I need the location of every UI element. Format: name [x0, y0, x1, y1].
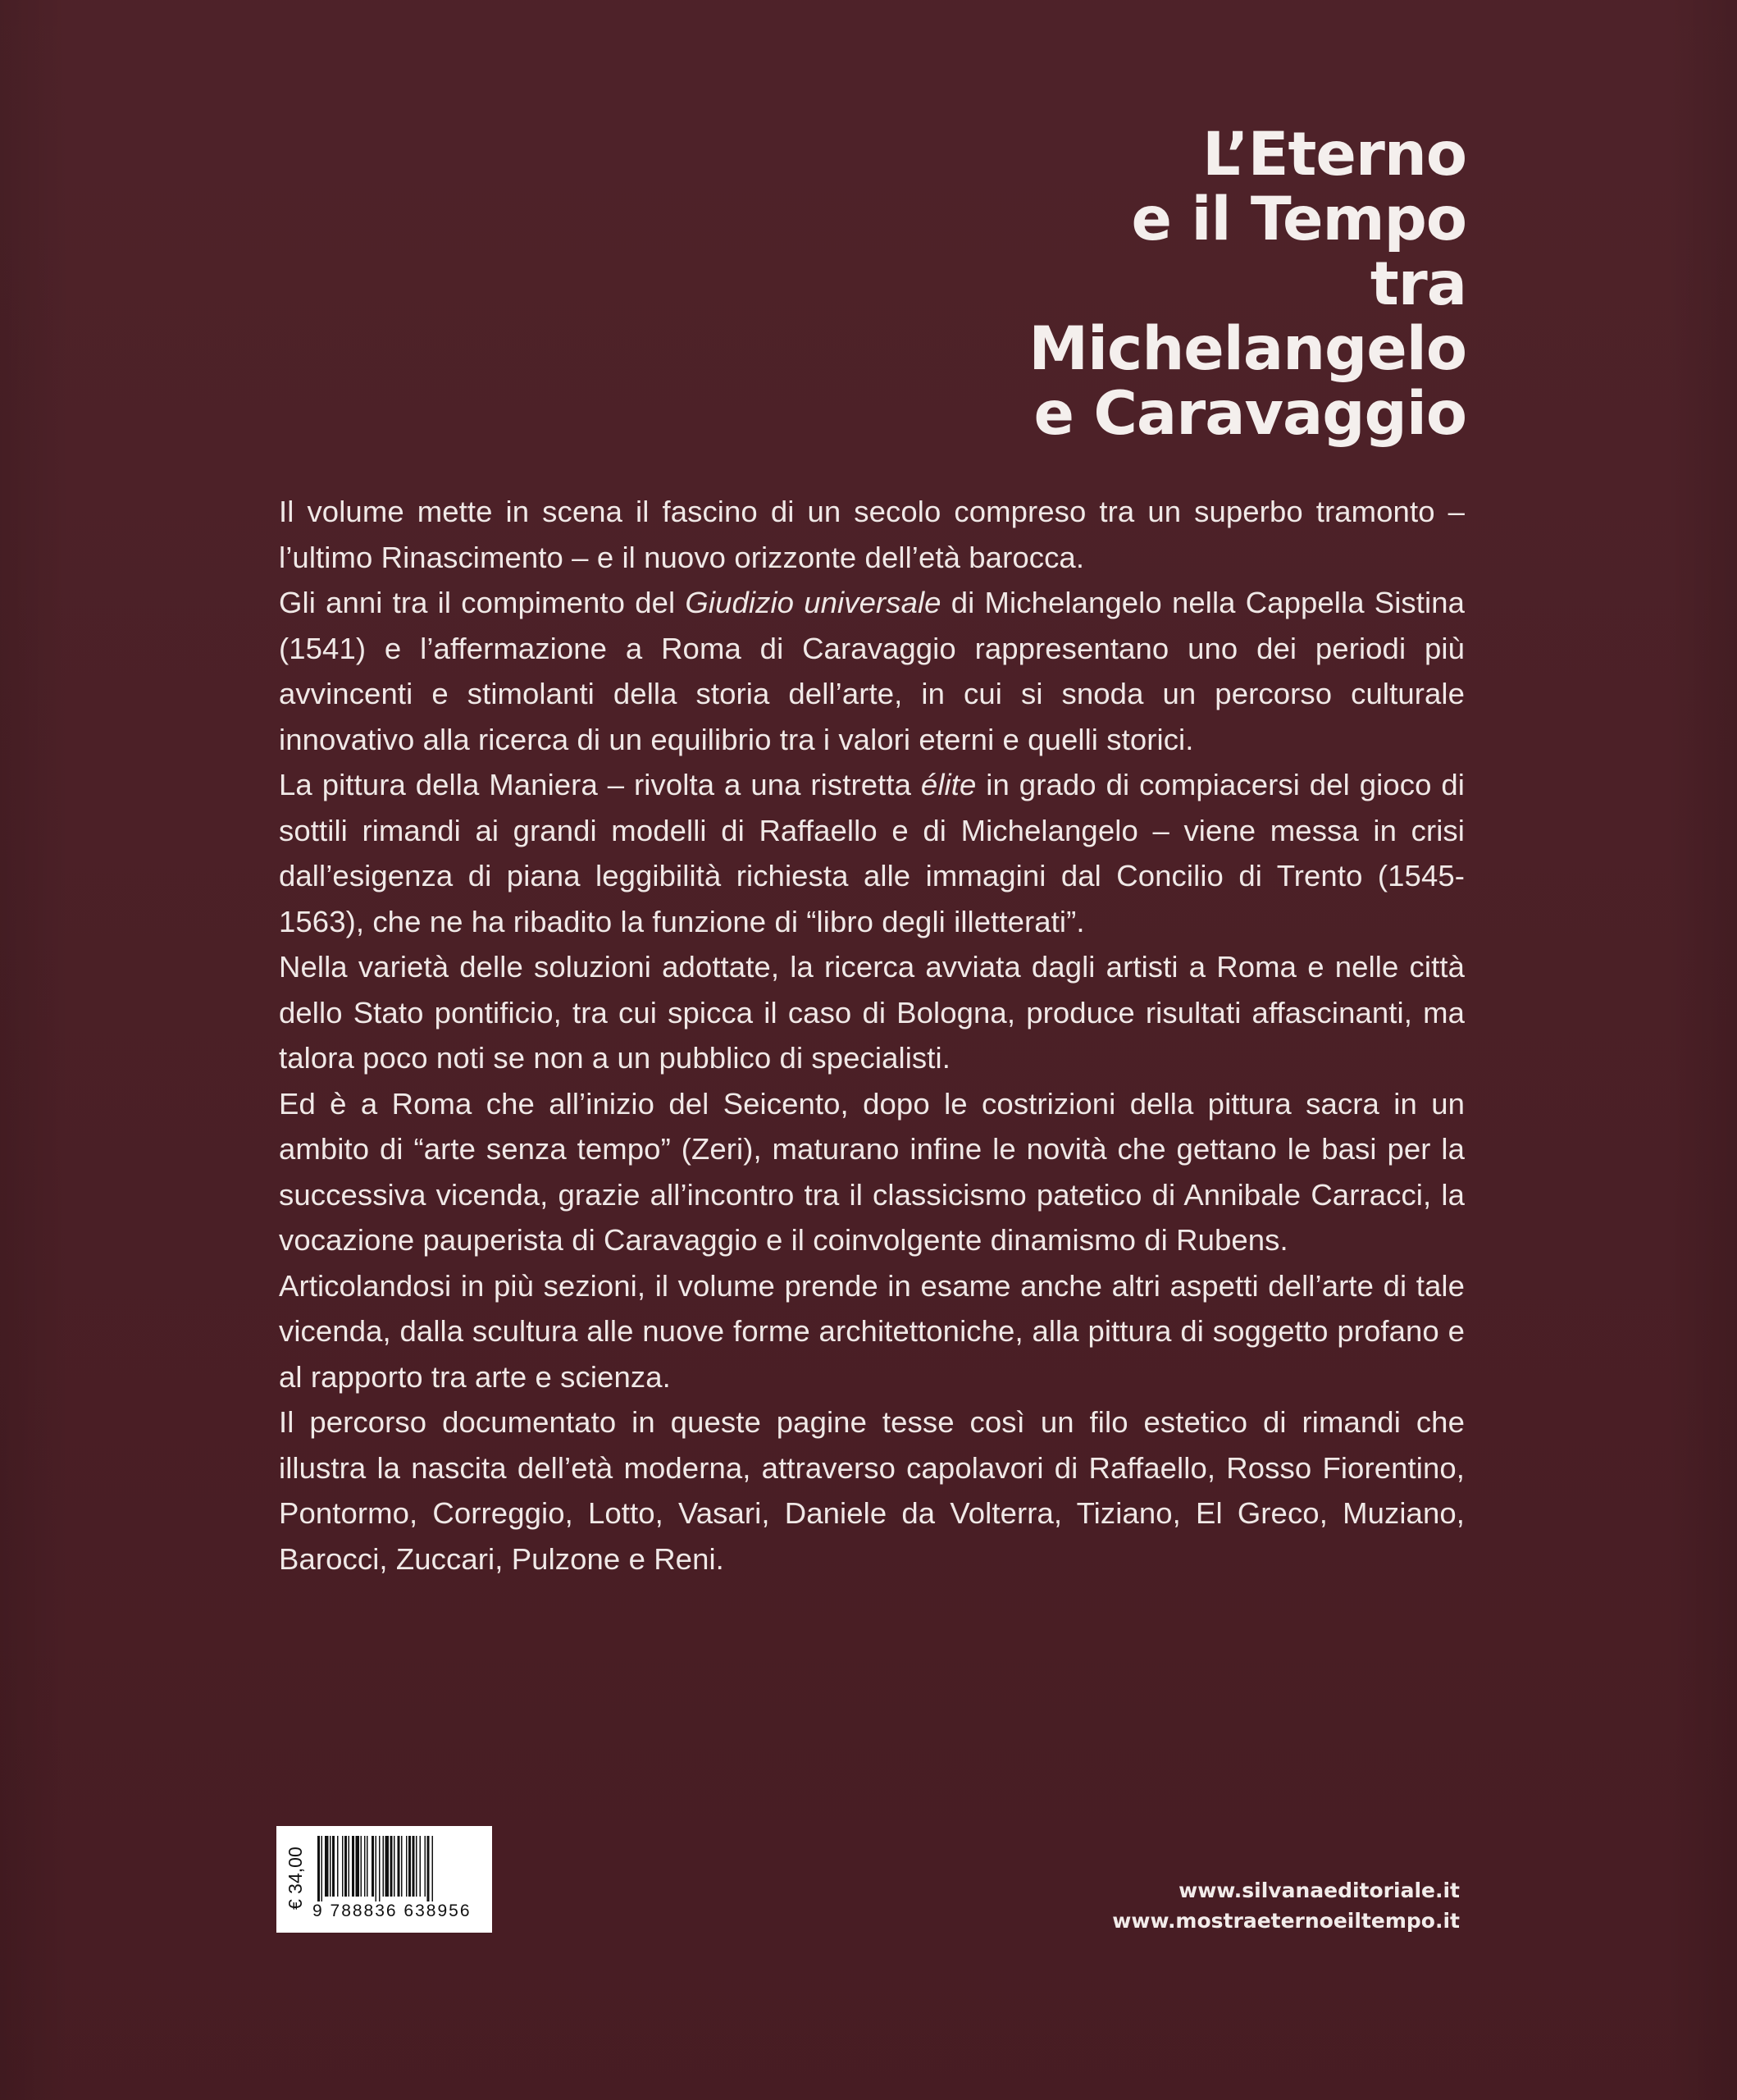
- italic-title-text: élite: [920, 768, 977, 801]
- italic-title-text: Giudizio universale: [685, 586, 941, 619]
- blurb-paragraph: [279, 1081, 1465, 1263]
- paragraph-text: Articolandosi in più sezioni, il volume prende in esame anche altri aspetti dell’arte di tale vicenda, dalla scultura alle nuove forme architettoniche, alla pittura di soggetto profano e al rapporto tra arte e scienza.: [279, 1268, 1465, 1394]
- price-label: € 34,00: [285, 1847, 306, 1911]
- barcode-bar: [394, 1836, 395, 1897]
- barcode-icon: [316, 1836, 480, 1901]
- barcode-bar: [432, 1836, 434, 1901]
- paragraph-text: Il percorso documentato in queste pagine tesse così un filo estetico di rimandi che illustra la nascita dell’età moderna, attraverso capolavori di Raffaello, Rosso Fiorentino, Pontormo, Correggio, Lotto, Vasari, Daniele da Volterra, Tiziano, El Greco, Muziano, Barocci, Zuccari, Pulzone e Reni.: [279, 1405, 1465, 1576]
- barcode-bar: [361, 1836, 362, 1897]
- website-links: [1112, 1875, 1460, 1936]
- blurb-text: [279, 489, 1465, 1582]
- barcode-bar: [367, 1836, 368, 1897]
- paragraph-text: Ed è a Roma che all’inizio del Seicento, dopo le costrizioni della pittura sacra in un ambito di “arte senza tempo” (Zeri), maturano infine le novità che gettano le basi per la successiva vicenda, grazie all’incontro tra il classicismo patetico di Annibale Carracci, la vocazione pauperista di Caravaggio e il coinvolgente dinamismo di Rubens.: [279, 1086, 1465, 1257]
- paragraph-text: Il volume mette in scena il fascino di un secolo compreso tra un superbo tramonto – l’ultimo Rinascimento – e il nuovo orizzonte dell’età barocca.: [279, 495, 1465, 574]
- barcode-bar: [321, 1836, 323, 1901]
- blurb-paragraph: [279, 580, 1465, 762]
- barcode-bar: [427, 1836, 430, 1901]
- barcode-label: [276, 1826, 492, 1933]
- barcode-bar: [413, 1836, 415, 1897]
- paragraph-text: Nella varietà delle soluzioni adottate, la ricerca avviata dagli artisti a Roma e nelle città dello Stato pontificio, tra cui spicca il caso di Bologna, produce risultati affascinanti, ma talora poco noti se non a un pubblico di specialisti.: [279, 950, 1465, 1075]
- blurb-paragraph: [279, 1399, 1465, 1582]
- paragraph-text: Gli anni tra il compimento del: [279, 586, 686, 619]
- barcode-bar: [385, 1836, 390, 1897]
- barcode-bar: [344, 1836, 347, 1897]
- isbn-number: 9 788836 638956: [312, 1901, 472, 1920]
- barcode-bar: [349, 1836, 350, 1897]
- title-line: e Caravaggio: [1033, 378, 1466, 449]
- barcode-bar: [398, 1836, 400, 1897]
- barcode-bar: [317, 1836, 320, 1901]
- barcode-bar: [379, 1836, 381, 1901]
- blurb-paragraph: [279, 489, 1465, 580]
- paragraph-text: in grado di compiacersi del gioco di sottili rimandi ai grandi modelli di Raffaello e di Michelangelo – viene messa in crisi dall’esigenza di piana leggibilità richiesta alle immagini dal Concilio di Trento (1545-1563), che ne ha ribadito la funzione di “libro degli illetterati”.: [279, 768, 1465, 938]
- barcode-bar: [383, 1836, 385, 1897]
- paragraph-text: La pittura della Maniera – rivolta a una ristretta: [279, 768, 921, 801]
- title-line: Michelangelo: [1028, 313, 1466, 384]
- blurb-paragraph: [279, 944, 1465, 1081]
- blurb-paragraph: [279, 762, 1465, 944]
- barcode-bar: [401, 1836, 403, 1897]
- exhibition-website-link[interactable]: www.mostraeternoeiltempo.it: [1112, 1909, 1460, 1933]
- title-line: tra: [1370, 249, 1466, 319]
- barcode-bar: [406, 1836, 408, 1897]
- barcode-bar: [332, 1836, 335, 1897]
- title-line: e il Tempo: [1131, 184, 1466, 254]
- barcode-bar: [325, 1836, 329, 1897]
- barcode-bar: [352, 1836, 354, 1897]
- book-title: [728, 119, 1466, 449]
- blurb-paragraph: [279, 1263, 1465, 1400]
- barcode-bar: [342, 1836, 344, 1897]
- barcode-bar: [372, 1836, 374, 1897]
- barcode-bar: [356, 1836, 360, 1897]
- barcode-bar: [416, 1836, 417, 1897]
- barcode-bar: [330, 1836, 331, 1897]
- barcode-bar: [364, 1836, 366, 1897]
- paragraph-text: di Michelangelo nella Cappella Sistina (1541) e l’affermazione a Roma di Caravaggio rappresentano uno dei periodi più avvincenti e stimolanti della storia dell’arte, in cui si snoda un percorso culturale innovativo alla ricerca di un equilibrio tra i valori eterni e quelli storici.: [279, 586, 1466, 756]
- title-line: L’Eterno: [1202, 119, 1466, 189]
- barcode-bar: [390, 1836, 393, 1897]
- barcode-bar: [408, 1836, 411, 1897]
- barcode-bar: [420, 1836, 422, 1897]
- barcode-bar: [376, 1836, 377, 1901]
- barcode-bar: [425, 1836, 426, 1897]
- publisher-website-link[interactable]: www.silvanaeditoriale.it: [1179, 1879, 1460, 1902]
- barcode-bar: [337, 1836, 339, 1897]
